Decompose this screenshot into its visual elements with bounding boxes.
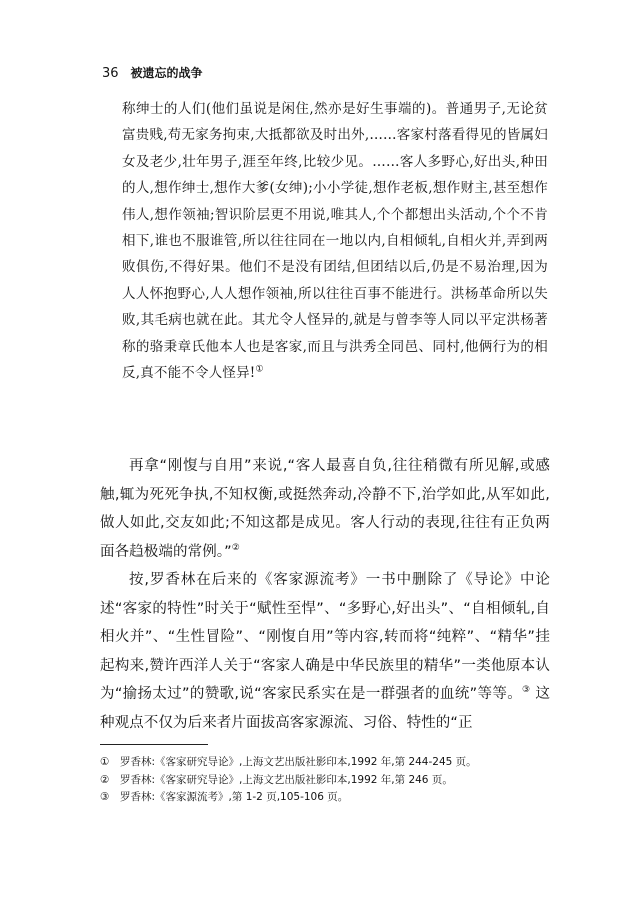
footnote-mark: ② — [100, 773, 110, 786]
footnote-mark: ① — [100, 756, 110, 768]
footnote-text: 罗香林:《客家研究导论》,上海文艺出版社影印本,1992 年,第 246 页。 — [120, 773, 453, 786]
footnotes — [100, 754, 560, 807]
running-title: 被遗忘的战争 — [130, 66, 203, 80]
footnote-2 — [100, 772, 560, 790]
footnote-3 — [100, 789, 560, 807]
footnote-text: 罗香林:《客家研究导论》,上海文艺出版社影印本,1992 年,第 244-245 页。 — [120, 756, 477, 768]
block-quote-text: 称绅士的人们(他们虽说是闲住,然亦是好生事端的)。普通男子,无论贫富贵贱,苟无家务拘束,大抵都欲及时出外,……客家村落看得见的皆属妇女及老少,壮年男子,涯至年终,比较少见。……客人多野心,好出头,种田的人,想作绅士,想作大爹(女绅);小小学徒,想作老板,想作财主,甚至想作伟人,想作领袖;智识阶层更不用说,唯其人,个个都想出头活动,个个不肯相下,谁也不服谁管,所以往往同在一地以内,自相倾轧,自相火并,弄到两败俱伤,不得好果。他们不是没有团结,但团结以后,仍是不易治理,因为人人怀抱野心,人人想作领袖,所以往往百事不能进行。洪杨革命所以失败,其毛病也就在此。其尤令人怪异的,就是与曾李等人同以平定洪杨著称的骆秉章氏他本人也是客家,而且与洪秀全同邑、同村,他俩行为的相反,真不能不令人怪异! — [122, 101, 548, 382]
footnote-ref-3: ③ — [522, 685, 531, 696]
paragraph-2-text-b: 这种观点不仅为后来者片面拔高客家源流、习俗、特性的“正 — [100, 686, 550, 731]
page-number: 36 — [102, 66, 119, 81]
paragraph-2-text-a: 按,罗香林在后来的《客家源流考》一书中删除了《导论》中论述“客家的特性”时关于“赋性至悍”、“多野心,好出头”、“自相倾轧,自相火并”、“生性冒险”、“刚愎自用”等内容,转而将“纯粹”、“精华”挂起构来,赞许西洋人关于“客家人确是中华民族里的精华”一类他原本认为“揄扬太过”的赞歌,说“客家民系实在是一群强者的血统”等等。 — [100, 572, 550, 703]
block-quote — [122, 96, 548, 386]
footnote-1 — [100, 754, 560, 772]
footnote-divider — [100, 744, 208, 745]
footnote-ref-2: ② — [231, 542, 240, 553]
footnote-mark: ③ — [100, 791, 110, 803]
footnote-ref-1: ① — [255, 364, 264, 375]
paragraph-1-text: 再拿“刚愎与自用”来说,“客人最喜自负,往往稍微有所见解,或感触,辄为死死争执,不知权衡,或挺然奔动,冷静不下,治学如此,从军如此,做人如此,交友如此;不知这都是成见。客人行动的表现,往往有正负两面各趋极端的常例。” — [100, 458, 550, 560]
body-paragraph-1 — [100, 452, 550, 566]
page-header — [102, 64, 562, 90]
footnote-text: 罗香林:《客家源流考》,第 1-2 页,105-106 页。 — [120, 791, 349, 803]
body-paragraph-2 — [100, 566, 550, 738]
